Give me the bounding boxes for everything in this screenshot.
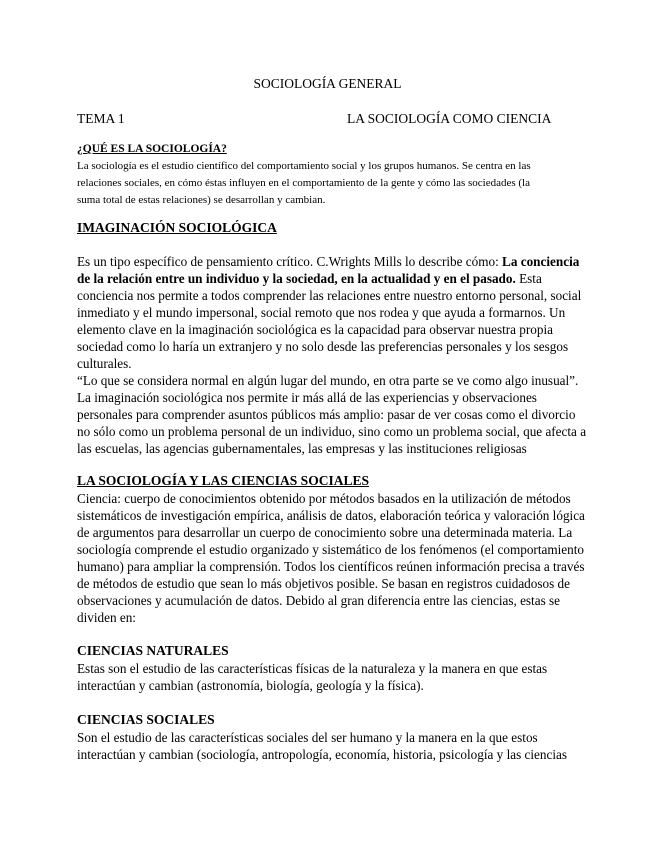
ciencias-line: observaciones y acumulación de datos. Debido al gran diferencia entre las ciencias, estas se	[77, 593, 560, 608]
ciencias-paragraph	[77, 490, 585, 626]
ciencias-line: de argumentos para desarrollar un cuerpo de conocimiento sobre una determinada materia. La	[77, 525, 573, 540]
imaginacion-text: Esta	[515, 271, 542, 286]
ciencias-line: dividen en:	[77, 610, 136, 625]
intro-line: suma total de estas relaciones) se desarrollan y cambian.	[77, 194, 326, 206]
imaginacion-line: elemento clave en la imaginación sociológica es la capacidad para observar nuestra propia	[77, 322, 553, 337]
sociales-line: interactúan y cambian (sociología, antropología, economía, historia, psicología y las ciencias	[77, 747, 567, 762]
imaginacion-line: “Lo que se considera normal en algún lugar del mundo, en otra parte se ve como algo inusual”.	[77, 373, 579, 388]
naturales-line: Estas son el estudio de las características físicas de la naturaleza y la manera en que estas	[77, 661, 548, 676]
document-title: SOCIOLOGÍA GENERAL	[253, 76, 402, 91]
ciencias-line: humano) para ampliar la comprensión. Todos los científicos reúnen información precisa a través	[77, 559, 585, 574]
imaginacion-line: las escuelas, las agencias gubernamentales, las empresas y las instituciones religiosas	[77, 441, 527, 456]
imaginacion-heading: IMAGINACIÓN SOCIOLÓGICA	[77, 220, 277, 235]
imaginacion-text: Es un tipo específico de pensamiento crítico. C.Wrights Mills lo describe cómo:	[77, 254, 503, 269]
intro-heading: ¿QUÉ ES LA SOCIOLOGÍA?	[77, 143, 227, 155]
sociales-paragraph	[77, 729, 577, 763]
imaginacion-line: no sólo como un problema personal de un individuo, sino como un problema social, que afecta a	[77, 424, 587, 439]
sociales-line: Son el estudio de las características sociales del ser humano y la manera en la que estos	[77, 730, 538, 745]
imaginacion-bold-text: La conciencia	[502, 254, 580, 269]
sociales-heading: CIENCIAS SOCIALES	[77, 712, 215, 727]
imaginacion-line: La imaginación sociológica nos permite ir más allá de las experiencias y observaciones	[77, 390, 537, 405]
ciencias-line: de métodos de estudio que sean lo más objetivos posible. Se basan en registros cuidadosos de	[77, 576, 570, 591]
naturales-paragraph	[77, 660, 577, 694]
imaginacion-line: personales para comprender asuntos públicos más amplio: pasar de ver cosas como el divorcio	[77, 407, 576, 422]
imaginacion-line: conciencia nos permite a todos comprender las relaciones entre nuestro entorno personal, social	[77, 288, 582, 303]
imaginacion-line: culturales.	[77, 356, 132, 371]
imaginacion-line: sociedad como lo haría un extranjero y no solo desde las preferencias personales y los sesgos	[77, 339, 569, 354]
intro-line: La sociología es el estudio científico del comportamiento social y los grupos humanos. Se centra en las	[77, 160, 531, 172]
imaginacion-bold-text: de la relación entre un individuo y la sociedad, en la actualidad y en el pasado.	[77, 271, 516, 286]
naturales-line: interactúan y cambian (astronomía, biología, geología y la física).	[77, 678, 424, 693]
imaginacion-line	[77, 253, 580, 270]
ciencias-line: sistemáticos de investigación empírica, análisis de datos, elaboración teórica y valoración lógica	[77, 508, 585, 523]
imaginacion-paragraph	[77, 253, 587, 457]
naturales-heading: CIENCIAS NATURALES	[77, 643, 229, 658]
tema-label: TEMA 1	[77, 111, 125, 126]
ciencias-heading: LA SOCIOLOGÍA Y LAS CIENCIAS SOCIALES	[77, 473, 369, 488]
tema-title: LA SOCIOLOGÍA COMO CIENCIA	[347, 111, 552, 126]
intro-paragraph	[77, 158, 577, 209]
ciencias-line: Ciencia: cuerpo de conocimientos obtenido por métodos basados en la utilización de métodos	[77, 491, 571, 506]
imaginacion-line: inmediato y el mundo impersonal, social remoto que nos rodea y que ayuda a formarnos. Un	[77, 305, 566, 320]
imaginacion-line	[77, 270, 577, 287]
intro-line: relaciones sociales, en cómo éstas influyen en el comportamiento de la gente y cómo las sociedades (la	[77, 177, 530, 189]
ciencias-line: sociología comprende el estudio organizado y sistemático de los fenómenos (el comportamiento	[77, 542, 584, 557]
